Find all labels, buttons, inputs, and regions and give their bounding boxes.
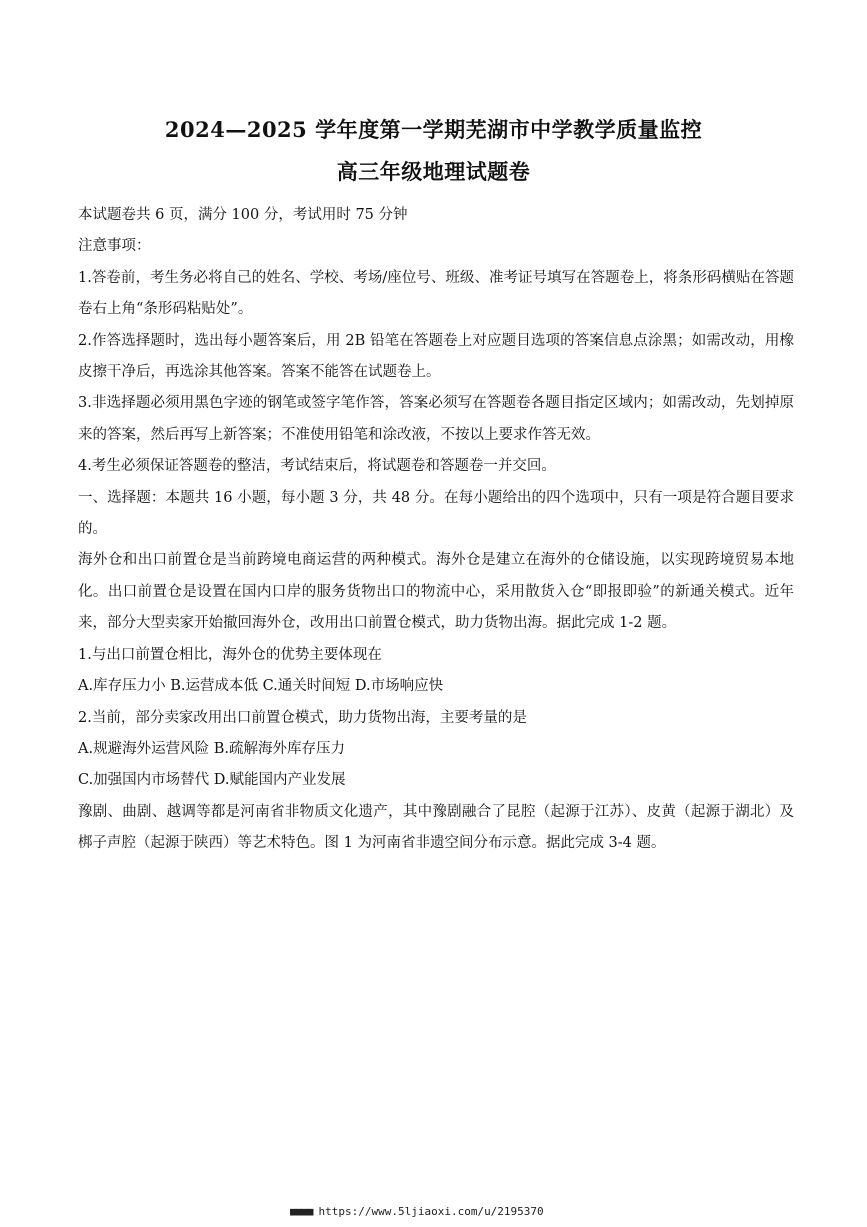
- question-2-options-cd: C.加强国内市场替代 D.赋能国内产业发展: [78, 772, 346, 789]
- material-passage-1: 海外仓和出口前置仓是当前跨境电商运营的两种模式。海外仓是建立在海外的仓储设施，以实现跨境贸易本地化。出口前置仓是设置在国内口岸的服务货物出口的物流中心，采用散货入仓“即报即验”的新通关模式。近年来，部分大型卖家开始撤回海外仓，改用出口前置仓模式，助力货物出海。据此完成 1-2 题。: [78, 552, 794, 632]
- question-1-options: A.库存压力小 B.运营成本低 C.通关时间短 D.市场响应快: [78, 678, 444, 695]
- watermark-mark: ■■■■: [290, 1205, 313, 1218]
- material-passage-2: 豫剧、曲剧、越调等都是河南省非物质文化遗产，其中豫剧融合了昆腔（起源于江苏）、皮黄（起源于湖北）及梆子声腔（起源于陕西）等艺术特色。图 1 为河南省非遗空间分布示意。据此完成 3-4 题。: [78, 803, 794, 852]
- question-1: 1.与出口前置仓相比，海外仓的优势主要体现在: [78, 646, 382, 663]
- section-heading: 一、选择题：本题共 16 小题，每小题 3 分，共 48 分。在每小题给出的四个选项中，只有一项是符合题目要求的。: [78, 489, 794, 538]
- exam-subtitle: 高三年级地理试题卷: [336, 159, 531, 184]
- question-2: 2.当前，部分卖家改用出口前置仓模式，助力货物出海，主要考量的是: [78, 709, 527, 726]
- exam-info-line: 本试题卷共 6 页，满分 100 分，考试用时 75 分钟: [78, 207, 408, 223]
- page-footer: [290, 1205, 544, 1219]
- question-2-options-ab: A.规避海外运营风险 B.疏解海外库存压力: [78, 740, 345, 757]
- notice-item-2: 2.作答选择题时，选出每小题答案后，用 2B 铅笔在答题卷上对应题目选项的答案信息点涂黑；如需改动，用橡皮擦干净后，再选涂其他答案。答案不能答在试题卷上。: [78, 332, 794, 381]
- notice-item-3: 3.非选择题必须用黑色字迹的钢笔或签字笔作答，答案必须写在答题卷各题目指定区域内；如需改动，先划掉原来的答案，然后再写上新答案；不准使用铅笔和涂改液，不按以上要求作答无效。: [78, 395, 794, 443]
- document-body: [78, 200, 794, 860]
- exam-title: 2024—2025 学年度第一学期芜湖市中学教学质量监控: [164, 117, 703, 142]
- notice-item-4: 4.考生必须保证答题卷的整洁，考试结束后，将试题卷和答题卷一并交回。: [78, 458, 556, 475]
- notice-item-1: 1.答卷前，考生务必将自己的姓名、学校、考场/座位号、班级、准考证号填写在答题卷上，将条形码横贴在答题卷右上角“条形码粘贴处”。: [78, 269, 794, 318]
- notice-heading: 注意事项：: [78, 238, 151, 255]
- source-url: https://www.5ljiaoxi.com/u/2195370: [318, 1205, 544, 1218]
